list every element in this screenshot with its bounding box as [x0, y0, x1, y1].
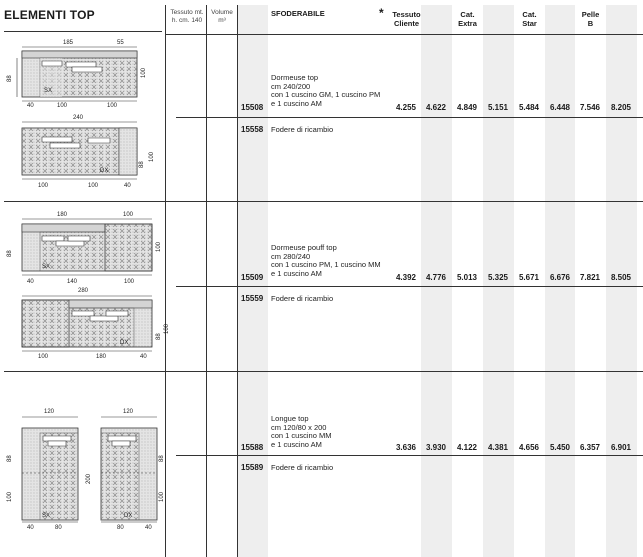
- price-column-header: Tessuto Cliente: [392, 10, 421, 28]
- dim-base: 40: [27, 525, 34, 531]
- rule: [237, 5, 238, 557]
- dim-depth: 100: [149, 151, 155, 162]
- product-code: 15588: [241, 443, 264, 452]
- product-description: Dormeuse pouff top cm 280/240 con 1 cuscino PM, 1 cuscino MM e 1 cuscino AM: [271, 243, 381, 278]
- price-cell: 5.325: [487, 273, 509, 282]
- dim-length: 200: [86, 473, 92, 484]
- dormeuse-pouff-sx-drawing: [7, 212, 162, 285]
- price-cell: 4.392: [395, 273, 417, 282]
- dim-width: 185: [63, 40, 74, 46]
- dim-base: 40: [140, 354, 147, 360]
- dim-depth: 100: [159, 491, 165, 502]
- asterisk-mark: *: [379, 6, 384, 20]
- spare-description: Fodere di ricambio: [271, 294, 334, 303]
- dim-width: 120: [44, 409, 55, 415]
- price-cell: 7.821: [579, 273, 601, 282]
- dim-base: 100: [38, 183, 49, 189]
- price-cell: 5.484: [518, 103, 540, 112]
- dim-depth: 100: [141, 67, 147, 78]
- price-column-header: Cat. Extra: [458, 10, 477, 28]
- dim-base: 100: [88, 183, 99, 189]
- product-code: 15509: [241, 273, 264, 282]
- side-label: DX: [100, 168, 109, 174]
- price-cell: 4.656: [518, 443, 540, 452]
- rule: [206, 5, 207, 557]
- volume-header: Volume m³: [211, 9, 233, 24]
- dormeuse-top-dx-drawing: [22, 115, 155, 189]
- dim-base: 100: [38, 354, 49, 360]
- price-cell: 4.381: [487, 443, 509, 452]
- dim-width: 180: [57, 212, 68, 218]
- spare-code: 15589: [241, 463, 264, 472]
- dim-height: 88: [156, 333, 162, 340]
- dim-height: 88: [159, 455, 165, 462]
- price-cell: 6.357: [579, 443, 601, 452]
- price-cell: 7.546: [579, 103, 601, 112]
- row-rule: [176, 455, 643, 456]
- spare-code: 15559: [241, 294, 264, 303]
- product-description: Longue top cm 120/80 x 200 con 1 cuscino MM e 1 cuscino AM: [271, 414, 332, 449]
- dim-height: 88: [7, 75, 13, 82]
- side-label: SX: [42, 264, 51, 270]
- dim-base: 100: [107, 103, 118, 109]
- price-cell: 4.122: [456, 443, 478, 452]
- dim-height: 88: [139, 161, 145, 168]
- price-cell: 6.901: [610, 443, 632, 452]
- side-label: DX: [120, 340, 129, 346]
- dim-width: 240: [73, 115, 84, 121]
- price-cell: 4.776: [425, 273, 447, 282]
- dim-width: 120: [123, 409, 134, 415]
- page-title: ELEMENTI TOP: [4, 8, 95, 22]
- dim-base: 100: [57, 103, 68, 109]
- price-column-header: Pelle B: [581, 10, 600, 28]
- side-label: DX: [124, 513, 133, 519]
- price-cell: 5.450: [549, 443, 571, 452]
- product-code: 15508: [241, 103, 264, 112]
- side-label: SX: [44, 88, 53, 94]
- longue-top-drawing: [7, 409, 165, 531]
- dim-base: 80: [55, 525, 62, 531]
- dim-base: 40: [27, 103, 34, 109]
- price-cell: 5.013: [456, 273, 478, 282]
- dim-base: 40: [27, 279, 34, 285]
- dim-base: 80: [117, 525, 124, 531]
- spare-description: Fodere di ricambio: [271, 463, 334, 472]
- dormeuse-top-sx-drawing: [7, 40, 147, 109]
- dim-base: 100: [124, 279, 135, 285]
- price-cell: 6.448: [549, 103, 571, 112]
- price-cell: 8.505: [610, 273, 632, 282]
- price-cell: 5.151: [487, 103, 509, 112]
- price-cell: 4.622: [425, 103, 447, 112]
- dim-depth: 100: [164, 323, 170, 334]
- dim-height: 88: [7, 250, 13, 257]
- price-cell: 4.849: [456, 103, 478, 112]
- dim-base: 180: [96, 354, 107, 360]
- dim-height: 88: [7, 455, 13, 462]
- price-cell: 4.255: [395, 103, 417, 112]
- dim-depth: 100: [7, 491, 13, 502]
- price-cell: 3.930: [425, 443, 447, 452]
- spare-description: Fodere di ricambio: [271, 125, 334, 134]
- dim-width: 55: [117, 40, 124, 46]
- header-rule: [166, 34, 643, 35]
- dim-depth: 100: [156, 241, 162, 252]
- spare-code: 15558: [241, 125, 264, 134]
- dim-base: 140: [67, 279, 78, 285]
- price-column-header: Cat. Star: [522, 10, 537, 28]
- price-cell: 5.671: [518, 273, 540, 282]
- price-cell: 3.636: [395, 443, 417, 452]
- price-cell: 6.676: [549, 273, 571, 282]
- dim-base: 40: [145, 525, 152, 531]
- side-label: SX: [42, 513, 51, 519]
- price-cell: 8.205: [610, 103, 632, 112]
- row-rule: [176, 117, 643, 118]
- row-rule: [176, 286, 643, 287]
- product-description: Dormeuse top cm 240/200 con 1 cuscino GM, 1 cuscino PM e 1 cuscino AM: [271, 73, 381, 108]
- dim-width: 100: [123, 212, 134, 218]
- dormeuse-pouff-dx-drawing: [22, 288, 170, 360]
- product-drawings: [0, 0, 170, 557]
- dim-base: 40: [124, 183, 131, 189]
- dim-width: 280: [78, 288, 89, 294]
- tessuto-mt-header: Tessuto mt. h. cm. 140: [170, 9, 204, 24]
- sfoderabile-header: SFODERABILE: [271, 9, 325, 18]
